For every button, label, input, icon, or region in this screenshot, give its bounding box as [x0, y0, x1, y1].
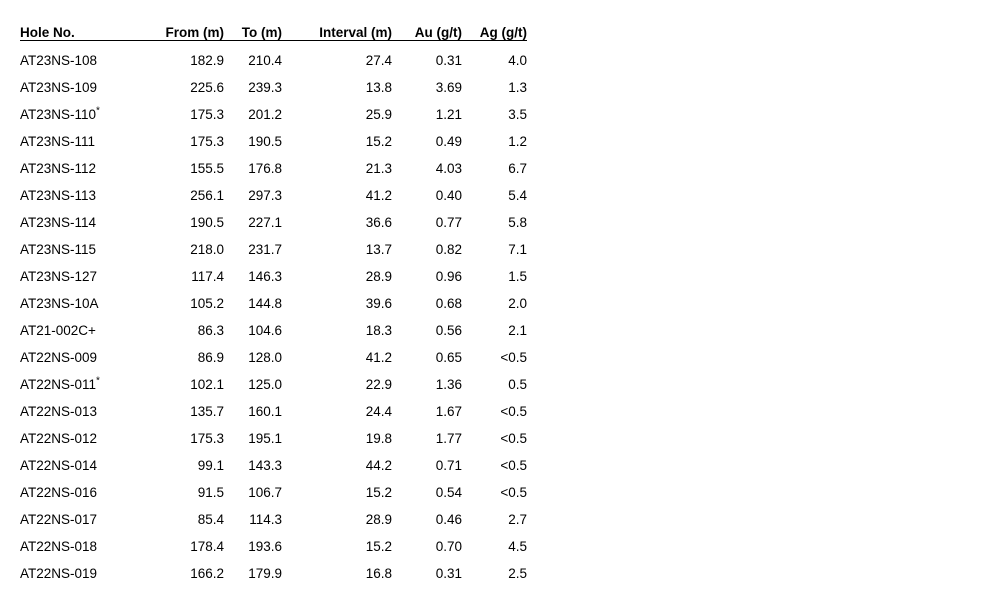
- cell-ag: 2.7: [508, 512, 527, 527]
- cell-ag: 2.0: [508, 296, 527, 311]
- cell-hole-no: [20, 392, 148, 419]
- table-row: [20, 257, 527, 284]
- cell-hole-no: [20, 473, 148, 500]
- cell-to: 179.9: [248, 566, 282, 581]
- cell-to: 146.3: [248, 269, 282, 284]
- cell-interval: 18.3: [365, 323, 392, 338]
- cell-au: 0.56: [435, 323, 462, 338]
- cell-au: 1.21: [435, 107, 462, 122]
- hole-no-label: AT23NS-10A: [20, 296, 99, 311]
- cell-hole-no: [20, 40, 148, 68]
- cell-au: 0.96: [435, 269, 462, 284]
- table-row: [20, 554, 527, 581]
- hole-no-label: AT22NS-018: [20, 539, 98, 554]
- cell-interval: 44.2: [365, 458, 392, 473]
- cell-hole-no: [20, 176, 148, 203]
- table-row: [20, 230, 527, 257]
- cell-to: 210.4: [248, 53, 282, 68]
- cell-interval: 36.6: [365, 215, 392, 230]
- hole-no-label: AT23NS-113: [20, 188, 97, 203]
- cell-from: 175.3: [190, 431, 224, 446]
- cell-from: 86.3: [197, 323, 224, 338]
- cell-from: 86.9: [197, 350, 224, 365]
- cell-to: 193.6: [248, 539, 282, 554]
- cell-to: 239.3: [248, 80, 282, 95]
- cell-to: 125.0: [248, 377, 282, 392]
- cell-au: 0.31: [435, 53, 462, 68]
- cell-to: 231.7: [248, 242, 282, 257]
- hole-no-label: AT22NS-011: [20, 377, 97, 392]
- cell-au: 0.40: [435, 188, 462, 203]
- cell-interval: 15.2: [365, 539, 392, 554]
- cell-au: 0.82: [435, 242, 462, 257]
- cell-interval: 24.4: [365, 404, 392, 419]
- cell-interval: 41.2: [365, 350, 392, 365]
- cell-interval: 15.2: [365, 485, 392, 500]
- cell-from: 166.2: [190, 566, 224, 581]
- cell-interval: 19.8: [365, 431, 392, 446]
- cell-au: 0.54: [435, 485, 462, 500]
- cell-from: 175.3: [190, 107, 224, 122]
- cell-from: 218.0: [190, 242, 224, 257]
- column-header-hole-no: Hole No.: [20, 26, 148, 40]
- cell-hole-no: [20, 122, 148, 149]
- cell-au: 0.31: [435, 566, 462, 581]
- table-header-row: [20, 26, 527, 40]
- table-row: [20, 392, 527, 419]
- hole-no-label: AT23NS-110: [20, 107, 97, 122]
- table-row: [20, 419, 527, 446]
- cell-from: 105.2: [190, 296, 224, 311]
- cell-hole-no: [20, 419, 148, 446]
- cell-interval: 41.2: [365, 188, 392, 203]
- hole-no-label: AT21-002C+: [20, 323, 96, 338]
- cell-interval: 25.9: [365, 107, 392, 122]
- cell-from: 178.4: [190, 539, 224, 554]
- cell-interval: 28.9: [365, 269, 392, 284]
- hole-no-label: AT23NS-127: [20, 269, 98, 284]
- hole-no-label: AT23NS-115: [20, 242, 97, 257]
- cell-hole-no: [20, 365, 148, 392]
- cell-from: 155.5: [190, 161, 224, 176]
- cell-au: 0.77: [435, 215, 462, 230]
- cell-ag: 2.5: [508, 566, 527, 581]
- table-row: [20, 68, 527, 95]
- footnote-marker: *: [96, 105, 100, 117]
- hole-no-label: AT22NS-013: [20, 404, 98, 419]
- cell-au: 1.36: [435, 377, 462, 392]
- column-header-au: Au (g/t): [392, 26, 462, 40]
- table-row: [20, 40, 527, 68]
- cell-ag: 2.1: [508, 323, 527, 338]
- cell-from: 99.1: [197, 458, 224, 473]
- cell-to: 190.5: [248, 134, 282, 149]
- cell-to: 201.2: [248, 107, 282, 122]
- table-row: [20, 122, 527, 149]
- cell-to: 114.3: [249, 512, 282, 527]
- column-header-to: To (m): [224, 26, 282, 40]
- cell-from: 135.7: [190, 404, 224, 419]
- cell-to: 104.6: [248, 323, 282, 338]
- table-row: [20, 473, 527, 500]
- cell-au: 1.67: [435, 404, 462, 419]
- cell-interval: 21.3: [365, 161, 392, 176]
- cell-interval: 16.8: [365, 566, 392, 581]
- cell-ag: 4.5: [508, 539, 527, 554]
- hole-no-label: AT23NS-109: [20, 80, 98, 95]
- cell-ag: 7.1: [508, 242, 527, 257]
- cell-from: 85.4: [197, 512, 224, 527]
- cell-ag: 6.7: [508, 161, 527, 176]
- cell-ag: 5.4: [508, 188, 527, 203]
- cell-ag: 3.5: [508, 107, 527, 122]
- cell-from: 190.5: [190, 215, 224, 230]
- cell-interval: 22.9: [365, 377, 392, 392]
- cell-from: 182.9: [190, 53, 224, 68]
- table-row: [20, 149, 527, 176]
- table-row: [20, 446, 527, 473]
- cell-interval: 39.6: [365, 296, 392, 311]
- cell-from: 175.3: [190, 134, 224, 149]
- cell-au: 3.69: [435, 80, 462, 95]
- cell-hole-no: [20, 230, 148, 257]
- hole-no-label: AT22NS-012: [20, 431, 98, 446]
- cell-ag: <0.5: [500, 404, 527, 419]
- cell-ag: <0.5: [500, 431, 527, 446]
- cell-to: 128.0: [248, 350, 282, 365]
- hole-no-label: AT22NS-017: [20, 512, 98, 527]
- cell-au: 0.46: [435, 512, 462, 527]
- cell-ag: 1.5: [508, 269, 527, 284]
- cell-hole-no: [20, 257, 148, 284]
- cell-to: 297.3: [248, 188, 282, 203]
- cell-interval: 28.9: [365, 512, 392, 527]
- cell-hole-no: [20, 527, 148, 554]
- cell-hole-no: [20, 500, 148, 527]
- cell-interval: 27.4: [365, 53, 392, 68]
- cell-to: 160.1: [248, 404, 282, 419]
- column-header-from: From (m): [148, 26, 224, 40]
- cell-au: 4.03: [435, 161, 462, 176]
- table-row: [20, 176, 527, 203]
- cell-ag: 4.0: [508, 53, 527, 68]
- table-row: [20, 95, 527, 122]
- cell-from: 225.6: [190, 80, 224, 95]
- cell-hole-no: [20, 149, 148, 176]
- hole-no-label: AT22NS-016: [20, 485, 98, 500]
- table-header: [20, 26, 527, 40]
- cell-hole-no: [20, 311, 148, 338]
- cell-ag: 1.3: [508, 80, 527, 95]
- drill-results-table: [20, 26, 527, 581]
- cell-au: 0.70: [435, 539, 462, 554]
- cell-au: 1.77: [435, 431, 462, 446]
- table-body: [20, 40, 527, 581]
- table-row: [20, 500, 527, 527]
- hole-no-label: AT22NS-019: [20, 566, 98, 581]
- cell-from: 102.1: [190, 377, 224, 392]
- cell-au: 0.71: [435, 458, 462, 473]
- cell-hole-no: [20, 338, 148, 365]
- cell-hole-no: [20, 446, 148, 473]
- table-row: [20, 338, 527, 365]
- cell-ag: <0.5: [500, 458, 527, 473]
- cell-to: 106.7: [248, 485, 282, 500]
- cell-au: 0.65: [435, 350, 462, 365]
- cell-to: 176.8: [248, 161, 282, 176]
- cell-au: 0.49: [435, 134, 462, 149]
- table-row: [20, 284, 527, 311]
- hole-no-label: AT23NS-114: [20, 215, 97, 230]
- cell-from: 117.4: [191, 269, 224, 284]
- cell-au: 0.68: [435, 296, 462, 311]
- column-header-interval: Interval (m): [282, 26, 392, 40]
- cell-hole-no: [20, 95, 148, 122]
- cell-hole-no: [20, 284, 148, 311]
- hole-no-label: AT22NS-014: [20, 458, 98, 473]
- cell-ag: <0.5: [500, 485, 527, 500]
- hole-no-label: AT23NS-111: [20, 134, 96, 149]
- table-row: [20, 365, 527, 392]
- cell-ag: 5.8: [508, 215, 527, 230]
- cell-hole-no: [20, 68, 148, 95]
- table-row: [20, 527, 527, 554]
- cell-interval: 15.2: [365, 134, 392, 149]
- hole-no-label: AT22NS-009: [20, 350, 98, 365]
- cell-interval: 13.7: [365, 242, 392, 257]
- cell-ag: <0.5: [500, 350, 527, 365]
- cell-hole-no: [20, 554, 148, 581]
- table-row: [20, 311, 527, 338]
- cell-hole-no: [20, 203, 148, 230]
- cell-to: 195.1: [248, 431, 282, 446]
- column-header-ag: Ag (g/t): [462, 26, 527, 40]
- cell-to: 227.1: [248, 215, 282, 230]
- cell-from: 256.1: [190, 188, 224, 203]
- cell-from: 91.5: [197, 485, 224, 500]
- table-row: [20, 203, 527, 230]
- footnote-marker: *: [96, 375, 100, 387]
- cell-interval: 13.8: [365, 80, 392, 95]
- cell-to: 144.8: [248, 296, 282, 311]
- cell-ag: 1.2: [508, 134, 527, 149]
- cell-to: 143.3: [248, 458, 282, 473]
- hole-no-label: AT23NS-112: [20, 161, 97, 176]
- hole-no-label: AT23NS-108: [20, 53, 98, 68]
- cell-ag: 0.5: [508, 377, 527, 392]
